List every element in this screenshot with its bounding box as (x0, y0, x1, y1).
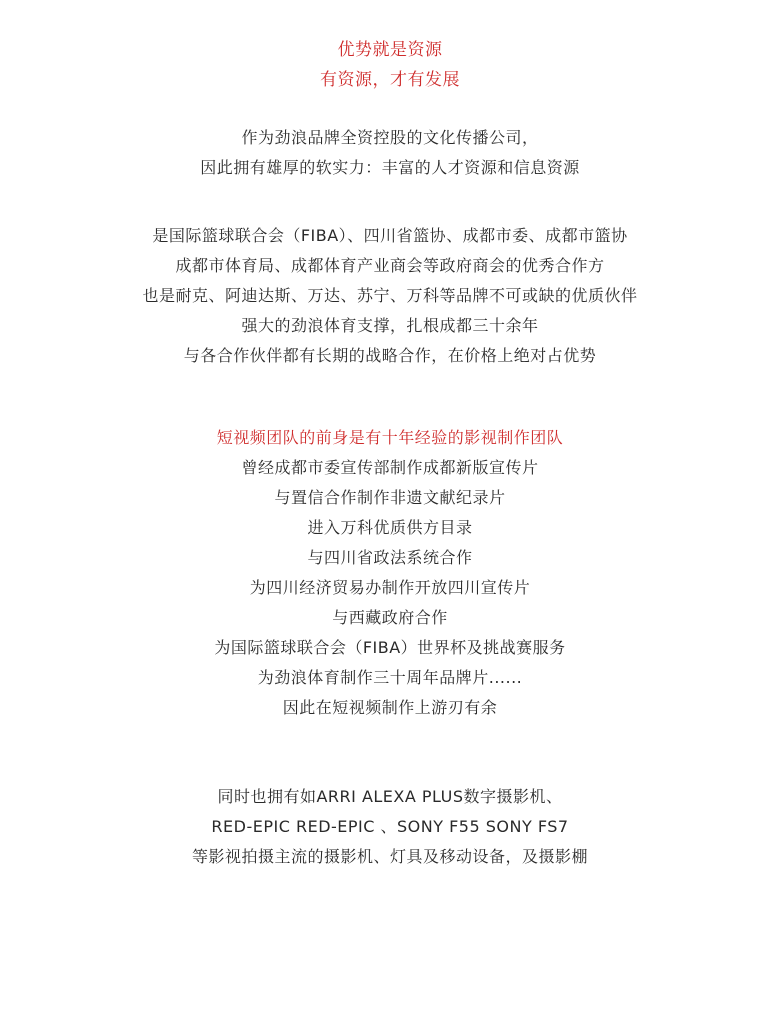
video-team-line: 与置信合作制作非遗文献纪录片 (274, 488, 506, 507)
equipment-line: RED-EPIC RED-EPIC 、SONY F55 SONY FS7 (211, 817, 569, 836)
video-team-line: 因此在短视频制作上游刃有余 (282, 698, 498, 717)
video-team-line: 为四川经济贸易办制作开放四川宣传片 (249, 578, 531, 597)
partners-line: 强大的劲浪体育支撑，扎根成都三十余年 (241, 316, 539, 335)
partners-line: 与各合作伙伴都有长期的战略合作，在价格上绝对占优势 (183, 346, 597, 365)
equipment-paragraph (0, 782, 780, 872)
intro-line: 因此拥有雄厚的软实力：丰富的人才资源和信息资源 (200, 158, 580, 177)
video-team-line: 进入万科优质供方目录 (307, 518, 473, 537)
partners-paragraph (0, 221, 780, 371)
intro-paragraph (0, 123, 780, 183)
video-team-heading: 短视频团队的前身是有十年经验的影视制作团队 (216, 428, 564, 447)
equipment-line: 等影视拍摄主流的摄影机、灯具及移动设备，及摄影棚 (191, 847, 588, 866)
video-team-line: 为国际篮球联合会（FIBA）世界杯及挑战赛服务 (214, 638, 566, 657)
partners-line: 也是耐克、阿迪达斯、万达、苏宁、万科等品牌不可或缺的优质伙伴 (142, 286, 638, 305)
slogan-block (0, 35, 780, 95)
video-team-line: 与西藏政府合作 (332, 608, 448, 627)
video-team-line: 曾经成都市委宣传部制作成都新版宣传片 (241, 458, 539, 477)
slogan-line-2: 有资源，才有发展 (320, 70, 460, 90)
intro-line: 作为劲浪品牌全资控股的文化传播公司， (241, 128, 539, 147)
video-team-section (0, 423, 780, 723)
slogan-line-1: 优势就是资源 (337, 40, 443, 60)
equipment-line: 同时也拥有如ARRI ALEXA PLUS数字摄影机、 (217, 787, 563, 806)
partners-line: 是国际篮球联合会（FIBA）、四川省篮协、成都市委、成都市篮协 (152, 226, 628, 245)
video-team-line: 为劲浪体育制作三十周年品牌片...... (257, 668, 523, 687)
partners-line: 成都市体育局、成都体育产业商会等政府商会的优秀合作方 (175, 256, 605, 275)
video-team-line: 与四川省政法系统合作 (307, 548, 473, 567)
